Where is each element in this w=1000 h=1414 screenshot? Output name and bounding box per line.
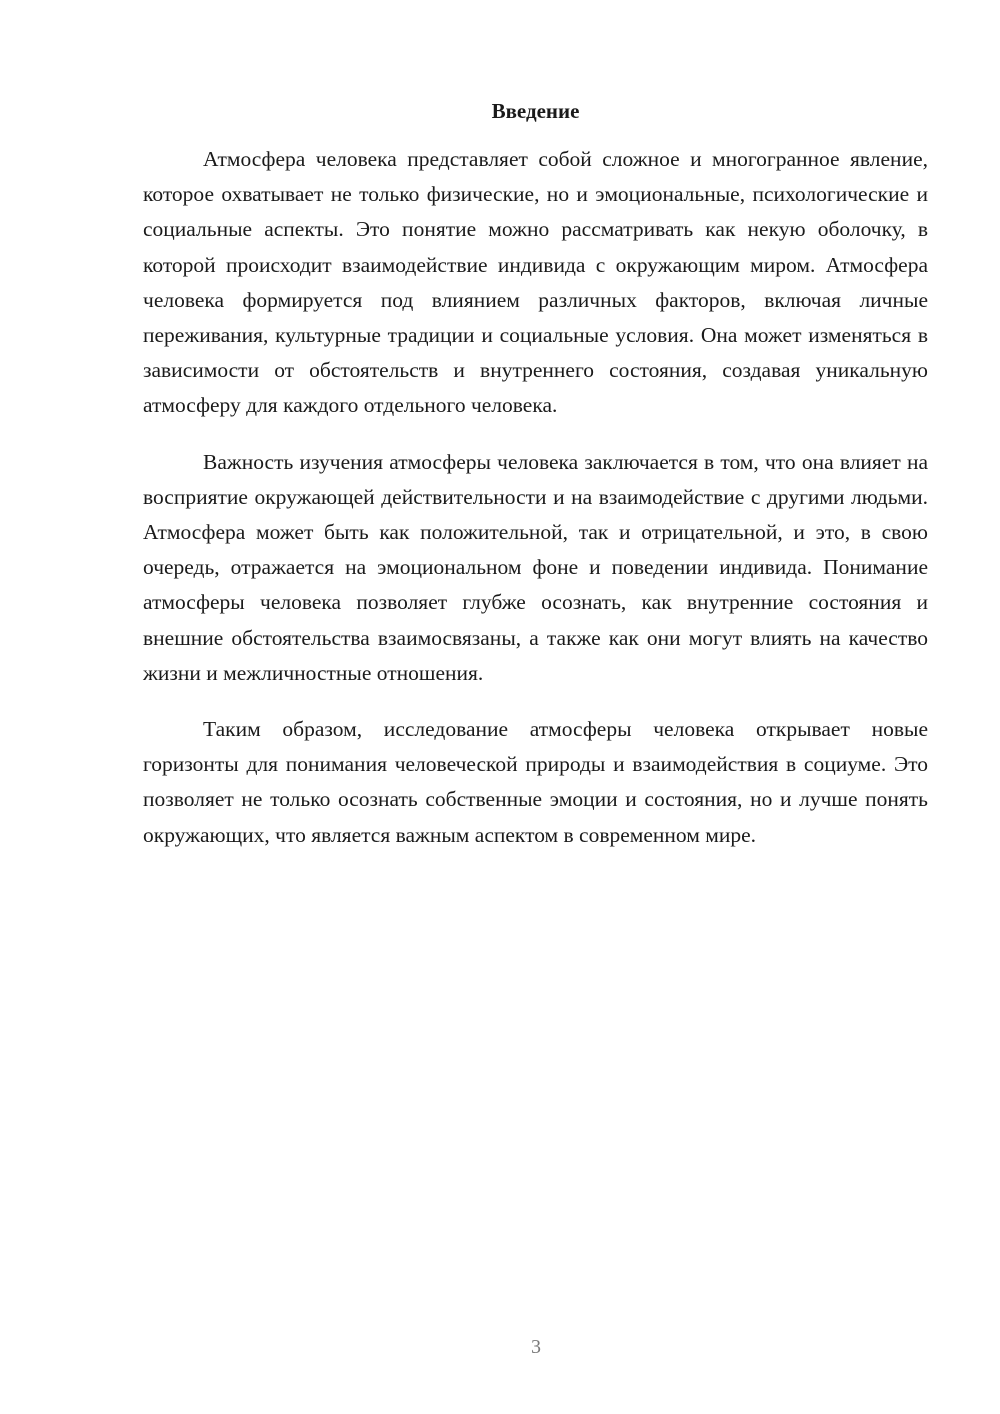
page-content: [143, 96, 928, 853]
paragraph-1: Атмосфера человека представляет собой сложное и многогранное явление, которое охватывает не только физические, но и эмоциональные, психологические и социальные аспекты. Это понятие можно рассматривать как некую оболочку, в которой происходит взаимодействие индивида с окружающим миром. Атмосфера человека формируется под влиянием различных факторов, включая личные переживания, культурные традиции и социальные условия. Она может изменяться в зависимости от обстоятельств и внутреннего состояния, создавая уникальную атмосферу для каждого отдельного человека.: [143, 147, 928, 418]
section-heading: Введение: [491, 99, 580, 123]
paragraph-2: Важность изучения атмосферы человека заключается в том, что она влияет на восприятие окружающей действительности и на взаимодействие с другими людьми. Атмосфера может быть как положительной, так и отрицательной, и это, в свою очередь, отражается на эмоциональном фоне и поведении индивида. Понимание атмосферы человека позволяет глубже осознать, как внутренние состояния и внешние обстоятельства взаимосвязаны, а также как они могут влиять на качество жизни и межличностные отношения.: [143, 449, 928, 685]
paragraph-3: Таким образом, исследование атмосферы человека открывает новые горизонты для понимания человеческой природы и взаимодействия в социуме. Это позволяет не только осознать собственные эмоции и состояния, но и лучше понять окружающих, что является важным аспектом в современном мире.: [143, 717, 928, 847]
page-number: 3: [531, 1336, 541, 1358]
